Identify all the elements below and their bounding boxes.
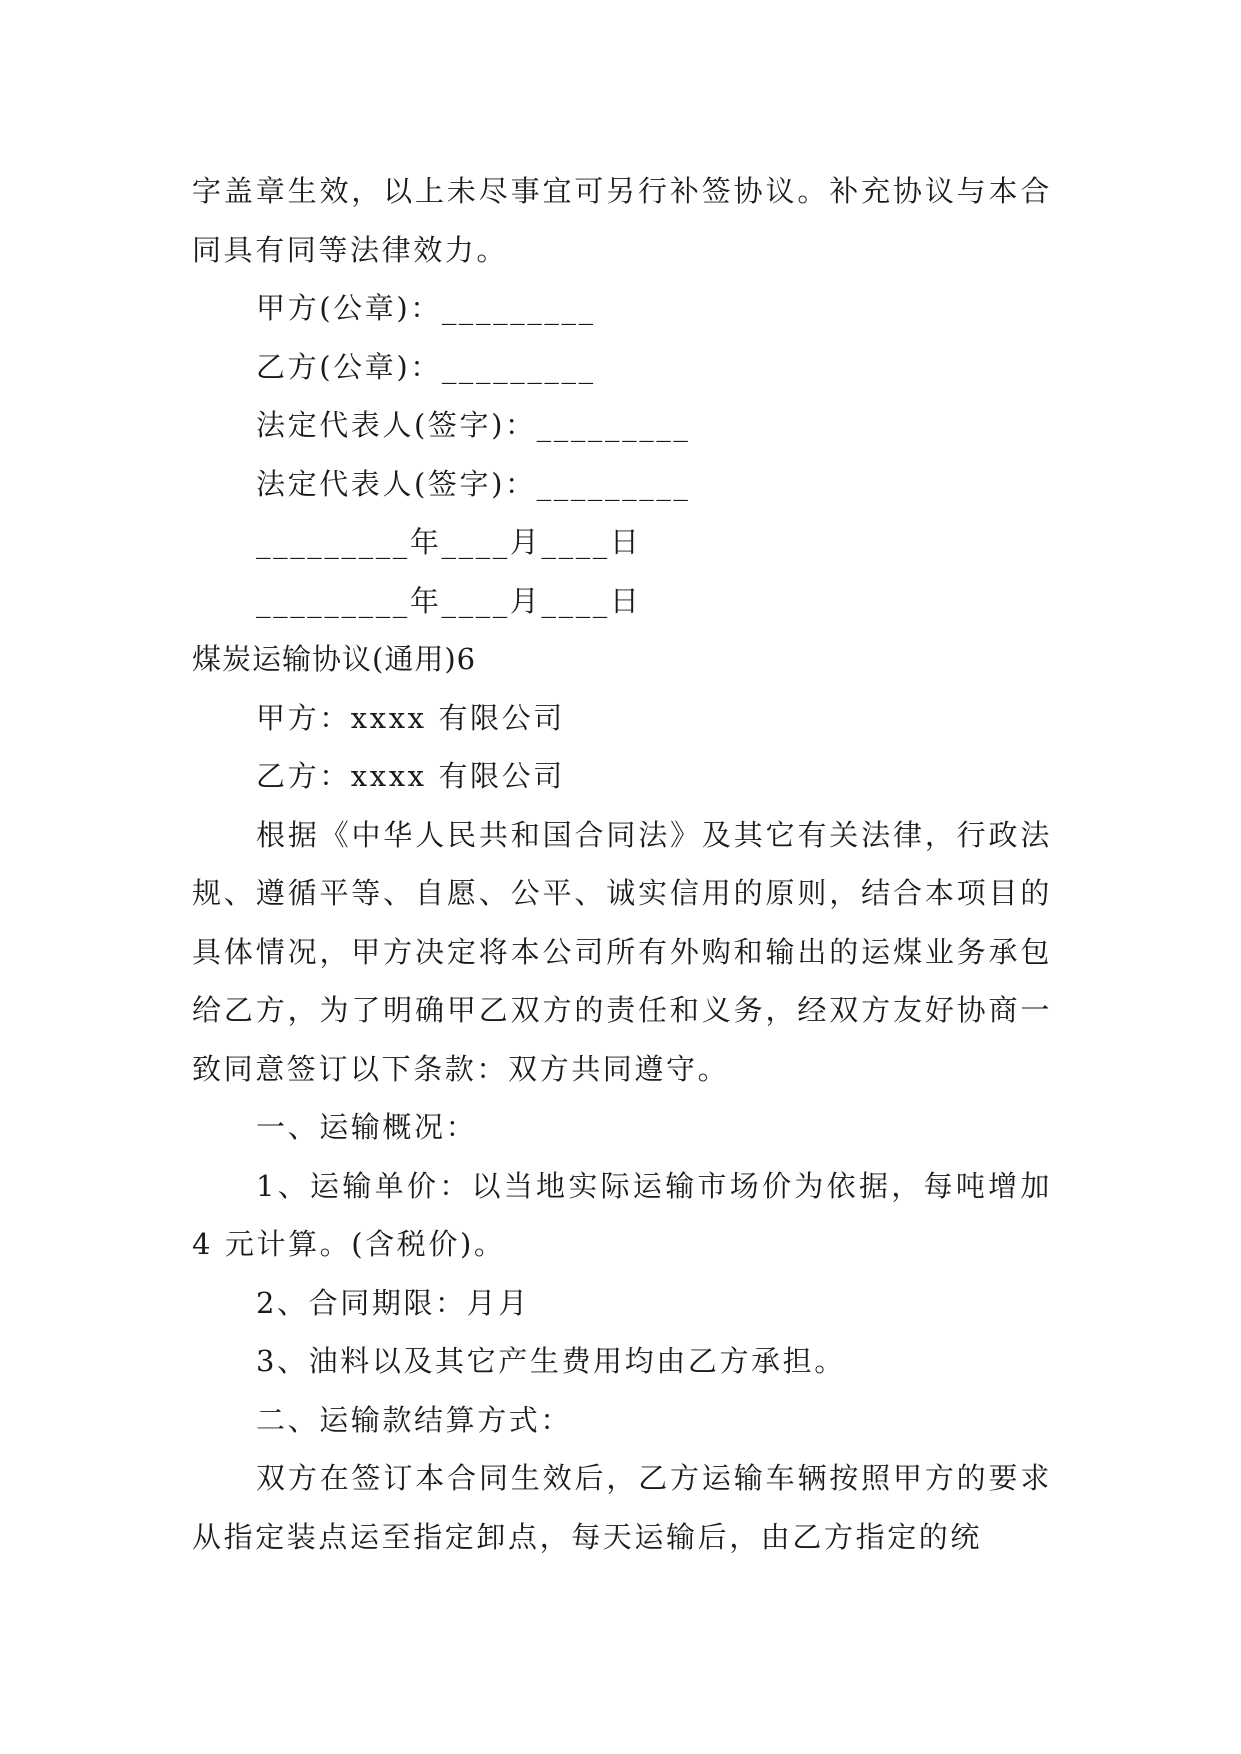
party-b-name: 乙方：xxxx 有限公司 — [256, 759, 565, 793]
legal-rep-signature-line-a: 法定代表人(签字)：_________ — [256, 408, 691, 442]
clause-heading-1: 一、运输概况： — [256, 1110, 478, 1144]
party-a-seal-line: 甲方(公章)：_________ — [256, 291, 596, 325]
date-line-b: _________年____月____日 — [256, 583, 642, 618]
clause-item-3: 3、油料以及其它产生费用均由乙方承担。 — [256, 1344, 846, 1378]
legal-rep-signature-line-b: 法定代表人(签字)：_________ — [256, 466, 691, 501]
clause-item-2: 2、合同期限：月月 — [256, 1285, 530, 1320]
section-title: 煤炭运输协议(通用)6 — [192, 642, 477, 676]
party-b-seal-line: 乙方(公章)：_________ — [256, 349, 596, 384]
paragraph-continuation: 字盖章生效，以上未尽事宜可另行补签协议。补充协议与本合同具有同等法律效力。 — [192, 174, 1052, 267]
document-body — [192, 162, 1052, 1566]
date-line-a: _________年____月____日 — [256, 525, 642, 559]
clause-heading-2: 二、运输款结算方式： — [256, 1402, 573, 1437]
settlement-paragraph: 双方在签订本合同生效后，乙方运输车辆按照甲方的要求从指定装点运至指定卸点，每天运输后，由乙方指定的统 — [192, 1461, 1052, 1554]
party-a-name: 甲方：xxxx 有限公司 — [256, 700, 565, 735]
clause-item-1: 1、运输单价：以当地实际运输市场价为依据，每吨增加 4 元计算。(含税价)。 — [192, 1168, 1052, 1261]
preamble-paragraph: 根据《中华人民共和国合同法》及其它有关法律，行政法规、遵循平等、自愿、公平、诚实信用的原则，结合本项目的具体情况，甲方决定将本公司所有外购和输出的运煤业务承包给乙方，为了明确甲乙双方的责任和义务，经双方友好协商一致同意签订以下条款：双方共同遵守。 — [192, 817, 1052, 1086]
